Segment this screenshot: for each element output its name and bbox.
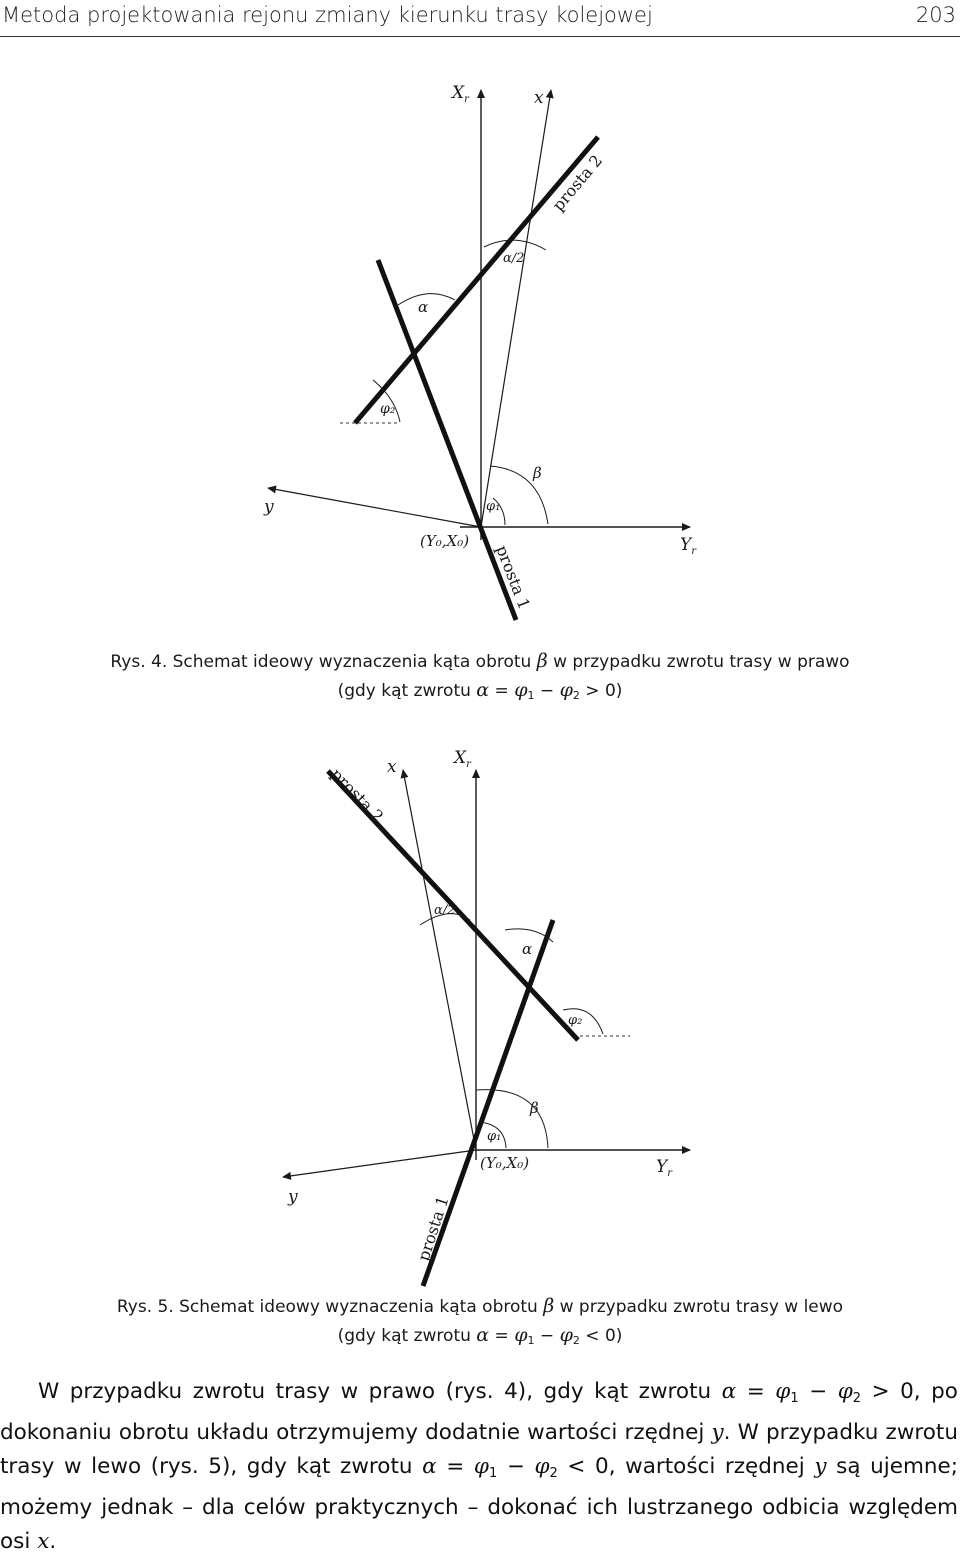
prosta-2-line xyxy=(355,137,598,423)
axis-x xyxy=(403,770,476,1150)
label-x: x xyxy=(534,88,544,108)
axis-y xyxy=(268,488,481,527)
label-prosta-2: prosta 2 xyxy=(548,151,607,215)
svg-text:Yr: $Y_r$ xyxy=(680,535,697,557)
axis-x xyxy=(481,90,551,527)
page-number: 203 xyxy=(915,3,956,27)
label-xr: X xyxy=(454,748,467,768)
figure-5-diagram xyxy=(0,740,960,1290)
label-y: y xyxy=(288,1187,298,1207)
svg-text:Yr: $Y_r$ xyxy=(656,1157,673,1179)
label-x: x xyxy=(387,757,397,777)
label-prosta-2: prosta 2 xyxy=(327,764,388,826)
label-beta: β xyxy=(533,464,542,482)
label-alpha-half: α/2 xyxy=(503,251,525,266)
page-header xyxy=(0,0,960,37)
label-alpha-half: α/2 xyxy=(434,903,456,918)
axis-y xyxy=(283,1150,476,1177)
figure-4-caption: Rys. 4. Schemat ideowy wyznaczenia kąta obrotu β w przypadku zwrotu trasy w prawo (gdy kąt zwrotu $\alpha = \varphi_1 - \varphi_2 > 0$) xyxy=(110,650,850,702)
label-origin: (Y₀,X₀) xyxy=(480,1154,530,1172)
label-prosta-1: prosta 1 xyxy=(413,1193,453,1264)
label-y: y xyxy=(264,497,274,517)
label-alpha: α xyxy=(418,298,429,316)
label-beta: β xyxy=(530,1099,539,1117)
label-xr: X xyxy=(452,83,465,103)
label-phi1: φ₁ xyxy=(487,1129,502,1144)
label-yr: Y xyxy=(680,535,692,555)
label-origin: (Y₀,X₀) xyxy=(420,532,470,550)
body-paragraph: W przypadku zwrotu trasy w prawo (rys. 4), gdy kąt zwrotu $\alpha = \varphi_1 - \varphi_2 > 0$, po dokonaniu obrotu układu otrzymujemy dodatnie wartości rzędnej y. W przypadku zwrotu trasy w lewo (rys. 5), gdy kąt zwrotu $\alpha = \varphi_1 - \varphi_2 < 0$, wartości rzędnej y są ujemne; możemy jednak – dla celów praktycznych – dokonać ich lustrzanego odbicia względem osi x. xyxy=(0,1379,958,1554)
figure-4-diagram xyxy=(0,60,960,640)
figure-5-caption: Rys. 5. Schemat ideowy wyznaczenia kąta obrotu β w przypadku zwrotu trasy w lewo (gdy kąt zwrotu $\alpha = \varphi_1 - \varphi_2 < 0$) xyxy=(116,1295,844,1347)
svg-text:Xr: $X_r$ xyxy=(452,83,469,105)
label-phi2: φ₂ xyxy=(380,401,396,417)
label-prosta-1: prosta 1 xyxy=(492,542,535,612)
label-phi2: φ₂ xyxy=(568,1013,583,1028)
alpha-half-arc xyxy=(484,240,546,250)
label-alpha: α xyxy=(522,940,533,958)
running-title: Metoda projektowania rejonu zmiany kierunku trasy kolejowej xyxy=(2,3,653,27)
label-yr: Y xyxy=(656,1157,668,1177)
svg-text:Xr: $X_r$ xyxy=(454,748,471,770)
label-phi1: φ₁ xyxy=(486,499,501,514)
